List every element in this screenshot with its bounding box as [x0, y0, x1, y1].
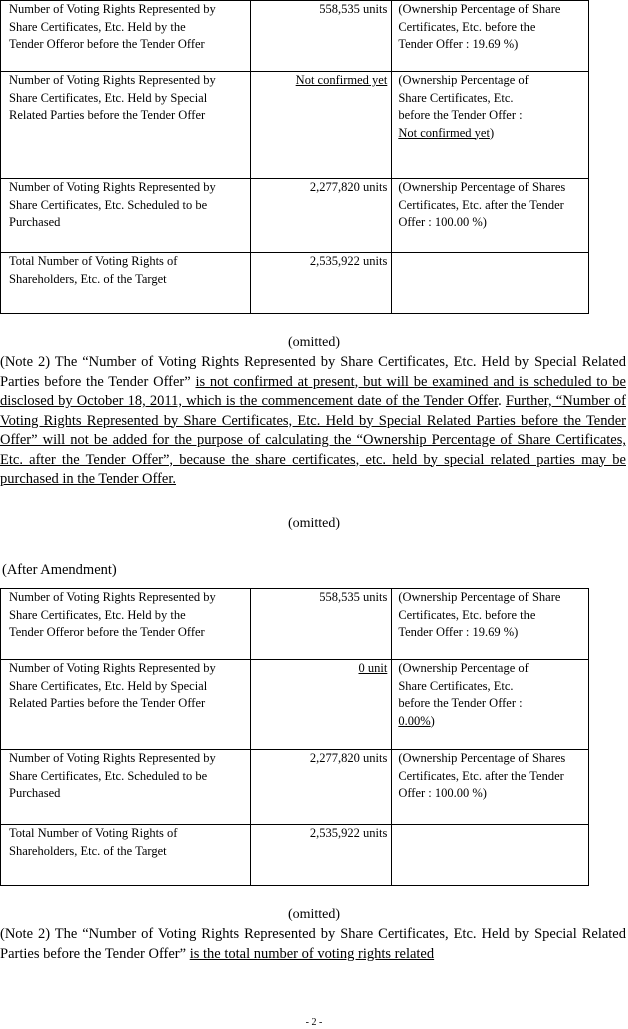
row-percentage: [392, 253, 589, 314]
row-label: Total Number of Voting Rights of Shareholders, Etc. of the Target: [1, 825, 251, 886]
row-percentage: (Ownership Percentage of Shares Certificates, Etc. after the Tender Offer : 100.00 %): [392, 179, 589, 253]
row-value: 558,535 units: [250, 1, 391, 72]
row-percentage: [392, 825, 589, 886]
row-label: Number of Voting Rights Represented by Share Certificates, Etc. Scheduled to be Purchased: [1, 179, 251, 253]
row-value: 2,535,922 units: [250, 825, 391, 886]
underlined-percentage: Not confirmed yet: [398, 125, 490, 140]
row-value: 2,277,820 units: [250, 750, 391, 825]
table-row: [1, 179, 589, 253]
row-label: Number of Voting Rights Represented by Share Certificates, Etc. Scheduled to be Purchased: [1, 750, 251, 825]
row-percentage: (Ownership Percentage of Share Certificates, Etc. before the Tender Offer : 19.69 %): [392, 589, 589, 660]
row-label: Total Number of Voting Rights of Shareholders, Etc. of the Target: [1, 253, 251, 314]
omitted-marker: (omitted): [287, 516, 341, 531]
after-amendment-heading: (After Amendment): [2, 562, 117, 578]
table-row: [1, 72, 589, 179]
row-value: 2,277,820 units: [250, 179, 391, 253]
row-label: Number of Voting Rights Represented by Share Certificates, Etc. Held by the Tender Offeror before the Tender Offer: [1, 589, 251, 660]
row-label: Number of Voting Rights Represented by Share Certificates, Etc. Held by Special Related Parties before the Tender Offer: [1, 660, 251, 750]
table-row: [1, 589, 589, 660]
table-row: [1, 1, 589, 72]
row-label: Number of Voting Rights Represented by Share Certificates, Etc. Held by Special Related Parties before the Tender Offer: [1, 72, 251, 179]
row-percentage: (Ownership Percentage of Shares Certificates, Etc. after the Tender Offer : 100.00 %): [392, 750, 589, 825]
row-percentage: (Ownership Percentage of Share Certificates, Etc. before the Tender Offer : 0.00%): [392, 660, 589, 750]
row-value: 0 unit: [250, 660, 391, 750]
table-row: [1, 253, 589, 314]
omitted-marker: (omitted): [287, 907, 341, 922]
page-number: - 2 -: [305, 1017, 323, 1028]
row-percentage: (Ownership Percentage of Share Certificates, Etc. before the Tender Offer : Not confirmed yet): [392, 72, 589, 179]
voting-rights-table-before: [0, 0, 589, 314]
table-row: [1, 660, 589, 750]
row-percentage: (Ownership Percentage of Share Certificates, Etc. before the Tender Offer : 19.69 %): [392, 1, 589, 72]
table-row: [1, 750, 589, 825]
table-row: [1, 825, 589, 886]
underlined-percentage: 0.00%: [398, 713, 431, 728]
row-label: Number of Voting Rights Represented by Share Certificates, Etc. Held by the Tender Offeror before the Tender Offer: [1, 1, 251, 72]
note-2-before: (Note 2) The “Number of Voting Rights Represented by Share Certificates, Etc. Held by Special Related Parties before the Tender Offer” is not confirmed at present, but will be examined and is scheduled to be disclosed by October 18, 2011, which is the commencement date of the Tender Offer. Further, “Number of Voting Rights Represented by Share Certificates, Etc. Held by Special Related Parties before the Tender Offer” will not be added for the purpose of calculating the “Ownership Percentage of Share Certificates, Etc. after the Tender Offer”, because the share certificates, etc. held by special related parties may be purchased in the Tender Offer.: [0, 354, 626, 487]
omitted-marker: (omitted): [287, 335, 341, 350]
row-value: Not confirmed yet: [250, 72, 391, 179]
voting-rights-table-after: [0, 588, 589, 886]
row-value: 558,535 units: [250, 589, 391, 660]
row-value: 2,535,922 units: [250, 253, 391, 314]
note-2-after: (Note 2) The “Number of Voting Rights Represented by Share Certificates, Etc. Held by Special Related Parties before the Tender Offer” is the total number of voting rights related: [0, 926, 626, 962]
